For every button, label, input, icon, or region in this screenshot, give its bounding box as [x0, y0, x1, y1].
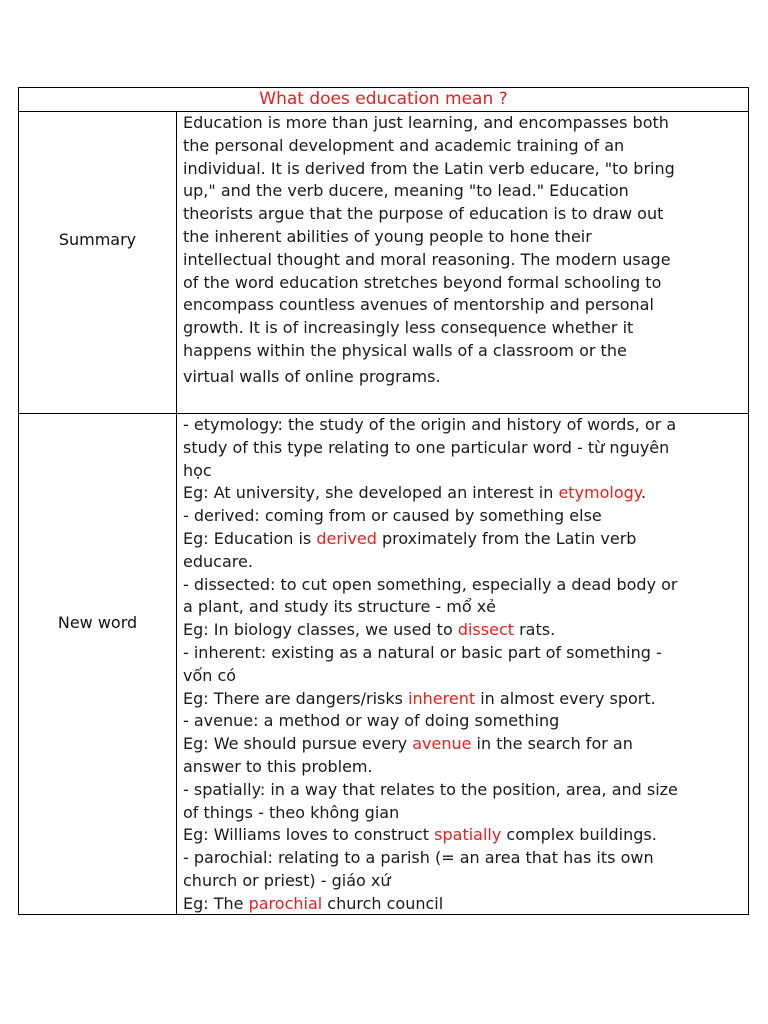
- vocab-definition: study of this type relating to one particular word - từ nguyên: [183, 437, 670, 457]
- example-text: Eg: At university, she developed an interest in: [183, 483, 559, 503]
- new-word-label: New word: [57, 613, 138, 632]
- summary-line: theorists argue that the purpose of education is to draw out: [183, 204, 664, 224]
- highlighted-word: spatially: [434, 825, 502, 845]
- example-text: rats.: [514, 620, 556, 640]
- summary-text: [183, 112, 745, 363]
- summary-line: the inherent abilities of young people to hone their: [183, 226, 592, 246]
- highlighted-word: inherent: [408, 688, 476, 708]
- vocab-example: answer to this problem.: [183, 756, 373, 776]
- example-text: Eg: The: [183, 893, 249, 913]
- summary-line: up," and the verb ducere, meaning "to lead." Education: [183, 181, 629, 201]
- example-text: .: [641, 483, 647, 503]
- highlighted-word: avenue: [412, 734, 472, 754]
- vocab-definition: a plant, and study its structure - mổ xẻ: [183, 597, 496, 617]
- example-text: Eg: Education is: [183, 528, 317, 548]
- example-text: in the search for an: [471, 734, 633, 754]
- vocab-definition: - derived: coming from or caused by something else: [183, 506, 602, 526]
- vocabulary-list: [183, 414, 745, 916]
- vocab-definition: - etymology: the study of the origin and history of words, or a: [183, 415, 677, 434]
- example-text: Eg: Williams loves to construct: [183, 825, 435, 845]
- highlighted-word: etymology: [558, 483, 641, 503]
- page-title: What does education mean ?: [259, 89, 508, 109]
- table-divider: [19, 111, 176, 112]
- vocab-example: [183, 528, 745, 551]
- example-text: Eg: In biology classes, we used to: [183, 620, 458, 640]
- column-divider: [176, 112, 177, 914]
- summary-line: growth. It is of increasingly less consequence whether it: [183, 318, 634, 338]
- vocab-definition: - dissected: to cut open something, especially a dead body or: [183, 574, 678, 594]
- summary-line: the personal development and academic training of an: [183, 135, 625, 155]
- vocab-definition: học: [183, 460, 212, 480]
- vocab-definition: of things - theo không gian: [183, 802, 400, 822]
- vocab-definition: - avenue: a method or way of doing something: [183, 711, 560, 731]
- highlighted-word: derived: [316, 528, 377, 548]
- vocab-example: [183, 824, 745, 847]
- vocab-example: [183, 893, 745, 916]
- example-text: in almost every sport.: [475, 688, 656, 708]
- title-row: [18, 87, 749, 111]
- summary-line: individual. It is derived from the Latin verb educare, "to bring: [183, 158, 675, 178]
- example-text: complex buildings.: [501, 825, 657, 845]
- summary-line: encompass countless avenues of mentorship and personal: [183, 295, 654, 315]
- vocab-example: [183, 733, 745, 756]
- vocab-definition: church or priest) - giáo xứ: [183, 870, 391, 890]
- vocab-definition: - inherent: existing as a natural or basic part of something -: [183, 642, 662, 662]
- example-text: Eg: There are dangers/risks: [183, 688, 409, 708]
- summary-last-line: virtual walls of online programs.: [183, 367, 441, 386]
- vocab-definition: - spatially: in a way that relates to the position, area, and size: [183, 779, 678, 799]
- vocab-example: [183, 619, 745, 642]
- example-text: Eg: We should pursue every: [183, 734, 413, 754]
- vocab-definition: vốn có: [183, 665, 237, 685]
- example-text: church council: [322, 893, 444, 913]
- vocabulary-table: [18, 111, 749, 915]
- summary-label: Summary: [58, 230, 137, 249]
- summary-line: intellectual thought and moral reasoning. The modern usage: [183, 249, 671, 269]
- highlighted-word: parochial: [248, 893, 323, 913]
- highlighted-word: dissect: [457, 620, 515, 640]
- vocab-example: educare.: [183, 551, 253, 571]
- vocab-example: [183, 688, 745, 711]
- example-text: proximately from the Latin verb: [376, 528, 637, 548]
- summary-line: Education is more than just learning, and encompasses both: [183, 113, 669, 132]
- vocab-definition: - parochial: relating to a parish (= an area that has its own: [183, 848, 654, 868]
- vocab-example: [183, 482, 745, 505]
- summary-line: of the word education stretches beyond formal schooling to: [183, 272, 662, 292]
- summary-line: happens within the physical walls of a classroom or the: [183, 340, 627, 360]
